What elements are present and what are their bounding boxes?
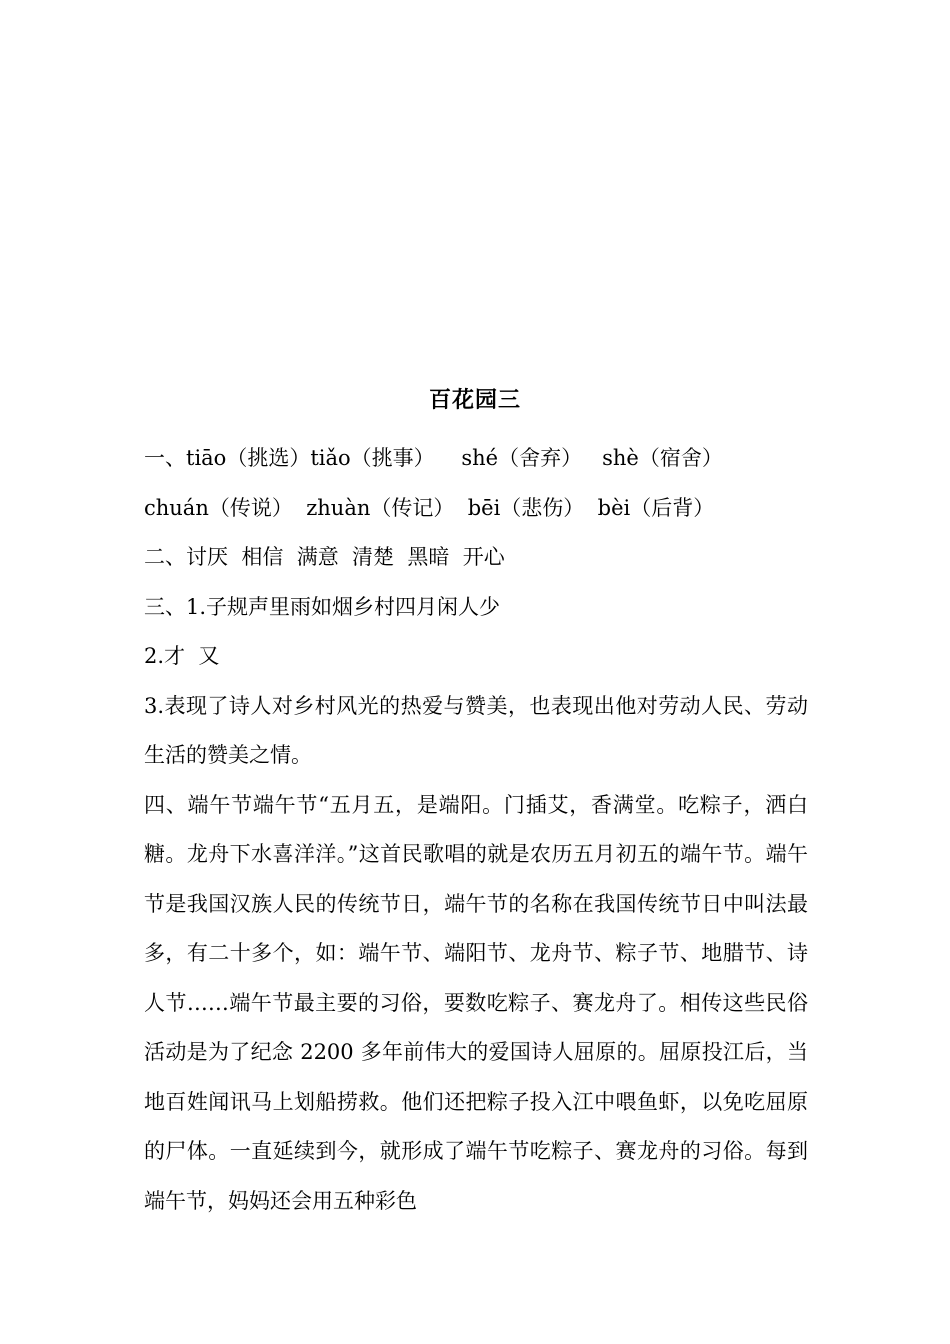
- answer-content: [144, 434, 808, 1226]
- answer-section-3-item-1: 三、1.子规声里雨如烟乡村四月闲人少: [144, 594, 501, 619]
- answer-section-1-line-2: chuán（传说） zhuàn（传记） bēi（悲伤） bèi（后背）: [144, 495, 715, 520]
- answer-section-2: 二、讨厌 相信 满意 清楚 黑暗 开心: [144, 545, 505, 569]
- page-title: 百花园三: [428, 387, 521, 413]
- answer-section-3-item-2: 2.才 又: [144, 644, 220, 668]
- answer-section-1-line-1: 一、tiāo（挑选）tiǎo（挑事） shé（舍弃） shè（宿舍）: [144, 446, 723, 470]
- answer-section-4-essay: 四、端午节端午节“五月五，是端阳。门插艾，香满堂。吃粽子，洒白糖。龙舟下水喜洋洋。”这首民歌唱的就是农历五月初五的端午节。端午节是我国汉族人民的传统节日，端午节的名称在我国传统节日中叫法最多，有二十多个，如：端午节、端阳节、龙舟节、粽子节、地腊节、诗人节……端午节最主要的习俗，要数吃粽子、赛龙舟了。相传这些民俗活动是为了纪念 2200 多年前伟大的爱国诗人屈原的。屈原投江后，当地百姓闻讯马上划船捞救。他们还把粽子投入江中喂鱼虾，以免吃屈原的尸体。一直延续到今，就形成了端午节吃粽子、赛龙舟的习俗。每到端午节，妈妈还会用五种彩色: [144, 792, 808, 1213]
- answer-section-3-item-3: 3.表现了诗人对乡村风光的热爱与赞美，也表现出他对劳动人民、劳动生活的赞美之情。: [144, 693, 808, 767]
